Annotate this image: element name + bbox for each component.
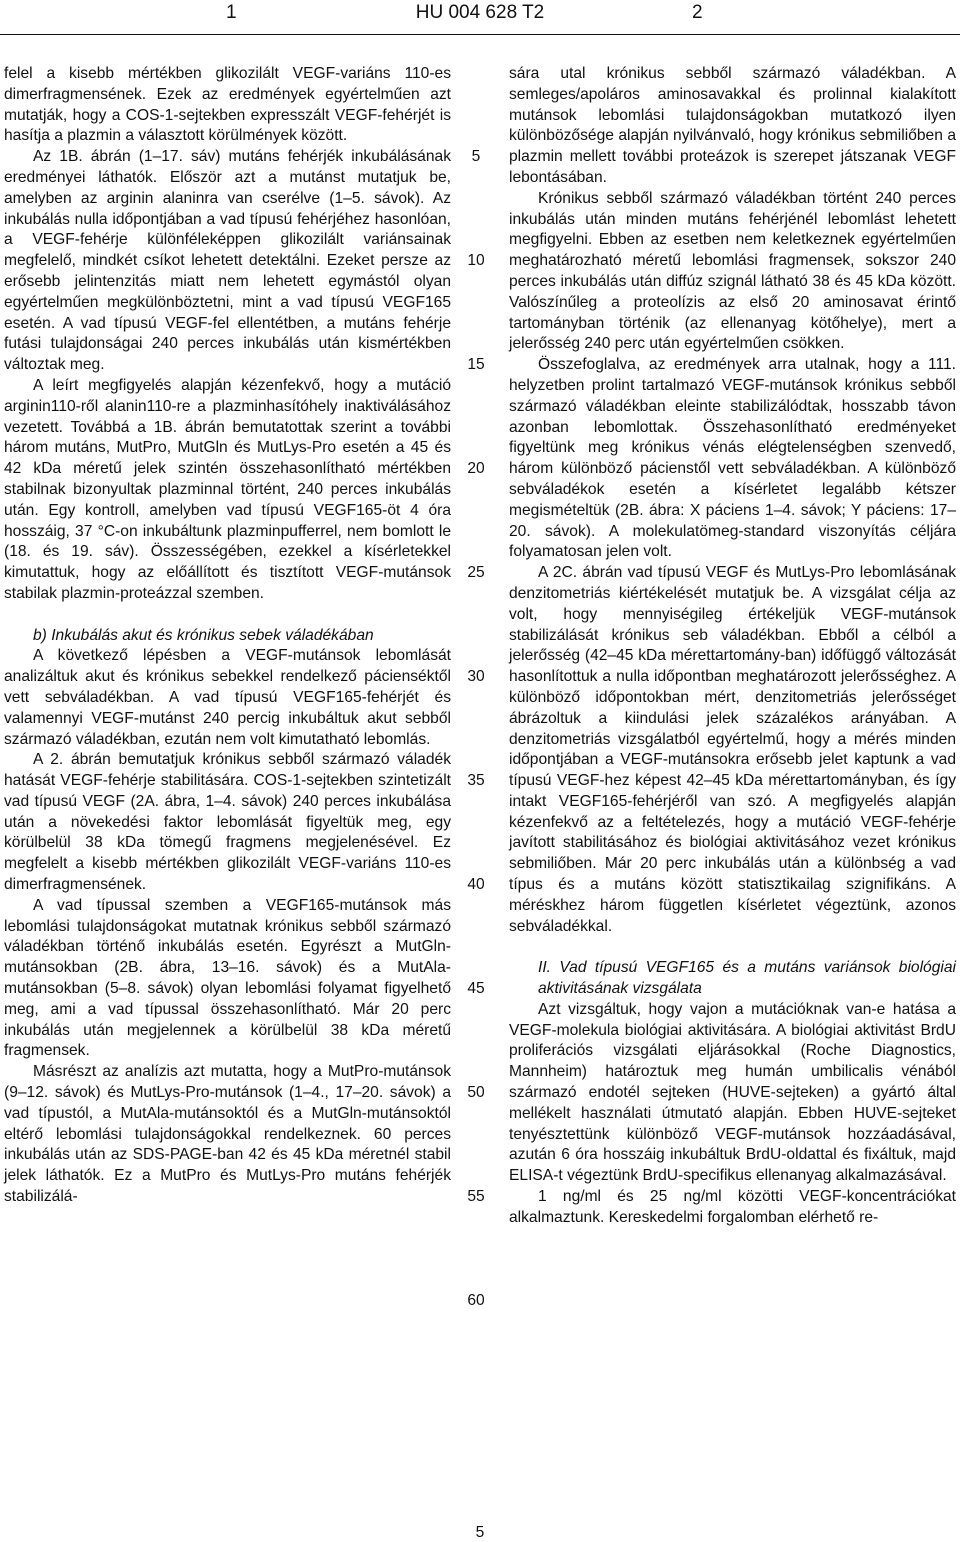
right-text-column [509,64,956,1229]
paragraph: A következő lépésben a VEGF-mutánsok lebomlását analizáltuk akut és krónikus sebekkel rendelkező pácienséktől vett sebváladékban. A vad típusú VEGF165-fehérjét és valamennyi VEGF-mutánst 240 percig inkubáltuk akut sebből származó váladékban, ezután nem volt kimutatható lebomlás. [4,647,451,748]
line-number: 5 [471,148,481,166]
line-number: 15 [467,356,485,374]
paragraph: Összefoglalva, az eredmények arra utalnak, hogy a 111. helyzetben prolint tartalmazó VEGF-mutánsok krónikus sebből származó váladékban eleinte stabilizálódtak, hosszabb távon azonban lebomlottak. Összehasonlítható eredményeket figyeltünk meg krónikus vénás elégtelenségben szenvedő, három különböző pácienstől vett sebváladékban. A különböző sebváladékok esetén a kísérletet legalább kétszer megismételtük (2B. ábra: X páciens 1–4. sávok; Y páciens: 17–20. sávok). A molekulatömeg-standard viszonyítás céljára folyamatosan jelen volt. [509,356,956,561]
paragraph: A 2C. ábrán vad típusú VEGF és MutLys-Pro lebomlásának denzitometriás kiértékelését mutatjuk be. A vizsgálat célja az volt, hogy mennyiségileg értékeljük VEGF-mutánsok stabilizálását krónikus seb váladékban. Ebből a célból a jelerősség (42–45 kDa mérettartomány-ban) időfüggő változását hasonlítottuk a nulla időpontban meghatározott jelerősséghez. A különböző időpontokban mért, denzitometriás jelerősséget ábrázoltuk a kiindulási jelek százalékos arányában. A denzitometriás vizsgálatból egyértelmű, hogy a mérés minden időpontjában a VEGF-mutánsokra erősebb jelet kaptunk a vad típusú VEGF-hez képest 42–45 kDa mérettartományban, és így intakt VEGF165-fehérjéről van szó. A megfigyelés alapján kézenfekvő az a feltételezés, hogy a mutáció VEGF-fehérje javított stabilitásához és biológiai aktivitásához vezet krónikus sebmiliőben. Már 20 perc inkubálás után a különbség a vad típus és a mutáns között statisztikailag szignifikáns. A méréskhez három független kísérletet végeztünk, azonos sebváladékkal. [509,564,956,935]
paragraph: A 2. ábrán bemutatjuk krónikus sebből származó váladék hatását VEGF-fehérje stabilitására. COS-1-sejtekben szintetizált vad típusú VEGF (2A. ábra, 1–4. sávok) 240 perces inkubálása után a növekedési faktor lebomlását figyeltük meg, egy körülbelül 38 kDa tömegű fragmens megjelenésével. Ez megfelelt a kisebb mértékben glikozilált VEGF-variáns 110-es dimerfragmensének. [4,751,451,894]
line-number: 40 [467,876,485,894]
header-document-id: HU 004 628 T2 [415,2,545,23]
page-footer-number: 5 [475,1524,485,1541]
section-heading: b) Inkubálás akut és krónikus sebek váladékában [33,626,374,644]
line-number: 50 [467,1084,485,1102]
line-number: 10 [467,252,485,270]
paragraph-spacer [4,605,451,626]
line-number: 35 [467,772,485,790]
paragraph: A leírt megfigyelés alapján kézenfekvő, hogy a mutáció arginin110-ről alanin110-re a plazminhasítóhely inaktiválásához vezetett. Továbbá a 1B. ábrán bemutatottak szerint a további három mutáns, MutPro, MutGln és MutLys-Pro esetén a 45 és 42 kDa méretű jelek szintén összehasonlítható mértékben stabilnak bizonyultak plazminnal történt, 240 perces inkubálás után. Egy kontroll, amelyben vad típusú VEGF165-öt 4 óra hosszáig, 37 °C-on inkubáltunk plazminpufferrel, nem bomlott le (18. és 19. sáv). Összességében, ezekkel a kísérletekkel kimutattuk, hogy az előállított és tisztított VEGF-mutánsok stabilak plazmin-proteázzal szemben. [4,376,451,602]
paragraph: sára utal krónikus sebből származó váladékban. A semleges/apoláros aminosavakkal és prolinnal kialakított mutánsok lebomlási tulajdonságokban mutatkozó ilyen különbözősége alapján nyilvánvaló, hogy krónikus sebmiliőben a plazmin mellett további proteázok is szerepet játszanak VEGF lebontásában. [509,65,956,186]
line-number: 55 [467,1188,485,1206]
line-number: 25 [467,564,485,582]
line-number: 60 [467,1292,485,1310]
paragraph: A vad típussal szemben a VEGF165-mutánsok más lebomlási tulajdonságokat mutatnak krónikus sebből származó váladékban történő inkubálás esetén. Egyrészt a MutGln-mutánsokban (2B. ábra, 13–16. sávok) és a MutAla-mutánsokban (5–8. sávok) olyan lebomlási folyamat figyelhető meg, ami a vad típussal összehasonlítható. Már 20 perc inkubálás után megjelennek a körülbelül 38 kDa méretű fragmensek. [4,896,451,1060]
paragraph: Krónikus sebből származó váladékban történt 240 perces inkubálás után minden mutáns fehérjénél lebomlást lehetett megfigyelni. Ebben az esetben nem keletkeznek egyértelműen meghatározható méretű lebomlási fragmensek, sokszor 240 perces inkubálás után diffúz szignál látható 38 és 45 kDa között. Valószínűleg a proteolízis az első 20 aminosavat érintő tartományban történik (az ellenanyag kötőhelye), mert a jelerősség 240 perc után egyértelműen csökken. [509,189,956,353]
paragraph: felel a kisebb mértékben glikozilált VEGF-variáns 110-es dimerfragmensének. Ezek az eredmények egyértelműen azt mutatják, hogy a COS-1-sejtekben expresszált VEGF-fehérjét is hasítja a plazmin a választott körülmények között. [4,65,451,145]
left-text-column [4,64,451,1208]
paragraph: Másrészt az analízis azt mutatta, hogy a MutPro-mutánsok (9–12. sávok) és MutLys-Pro-mutánsok (1–4., 17–20. sávok) a vad típustól, a MutAla-mutánsoktól és a MutGln-mutánsoktól eltérő lebomlási tulajdonságokkal rendelkeznek. 60 perces inkubálás után az SDS-PAGE-ban 42 és 45 kDa méretnél stabil jelek láthatók. Ez a MutPro és MutLys-Pro mutáns fehérjék stabilizálá- [4,1063,451,1206]
header-left-page-number: 1 [226,2,237,23]
paragraph: Az 1B. ábrán (1–17. sáv) mutáns fehérjék inkubálásának eredményei láthatók. Először azt a mutánst mutatjuk be, amelyben az arginin alaninra van cserélve (1–5. sávok). Az inkubálás nulla időpontjában a vad típusú fehérjéhez hasonlóan, a VEGF-fehérje különféleképpen glikozilált variánsainak megfelelő, mindkét csíkot lehetett detektálni. Ezeket persze az erősebb jelintenzitás miatt nem lehetett egymástól olyan egyértelműen megkülönböztetni, mint a vad típusú VEGF165 esetén. A vad típusú VEGF-fel ellentétben, a mutáns fehérje futási tulajdonságai 240 perces inkubálás után kismértékben változtak meg. [4,148,451,374]
header-rule [0,34,960,35]
line-number: 45 [467,980,485,998]
line-number: 20 [467,460,485,478]
line-number: 30 [467,668,485,686]
paragraph-spacer [509,937,956,958]
paragraph: 1 ng/ml és 25 ng/ml közötti VEGF-koncentrációkat alkalmaztunk. Kereskedelmi forgalomban elérhető re- [509,1188,956,1226]
paragraph: Azt vizsgáltuk, hogy vajon a mutációknak van-e hatása a VEGF-molekula biológiai aktivitására. A biológiai aktivitást BrdU proliferációs vizsgálati eljárásokkal (Roche Diagnostics, Mannheim) határoztuk meg humán umbilicalis vénából származó endotél sejteken (HUVE-sejteken) a gyártó által mellékelt használati útmutató alapján. Ebben HUVE-sejteket tenyésztettünk különböző VEGF-mutánsok hozzáadásával, azután 6 óra hosszáig inkubáltuk BrdU-oldattal és fixáltuk, majd ELISA-t végeztünk BrdU-specifikus ellenanyag alkalmazásával. [509,1000,956,1185]
section-heading: II. Vad típusú VEGF165 és a mutáns variánsok biológiai aktivitásának vizsgálata [538,959,956,998]
header-right-page-number: 2 [692,2,703,23]
